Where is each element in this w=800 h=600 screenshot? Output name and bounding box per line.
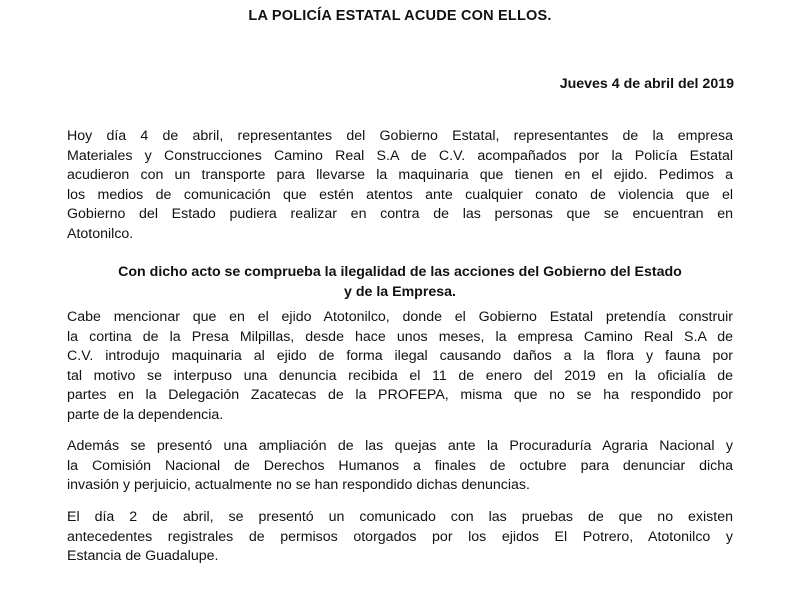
paragraph-line: invasión y perjuicio, actualmente no se han respondido dichas denuncias. bbox=[67, 477, 530, 493]
paragraph-line: la Comisión Nacional de Derechos Humanos a finales de octubre para denunciar dicha bbox=[67, 457, 733, 474]
paragraph-4 bbox=[67, 508, 733, 567]
paragraph-line: Materiales y Construcciones Camino Real S.A de C.V. acompañados por la Policía Estatal bbox=[67, 147, 733, 164]
paragraph-line: Estancia de Guadalupe. bbox=[67, 548, 219, 564]
subheading-line: Con dicho acto se comprueba la ilegalidad de las acciones del Gobierno del Estado bbox=[118, 264, 682, 280]
subheading bbox=[67, 262, 733, 302]
document-date: Jueves 4 de abril del 2019 bbox=[559, 76, 734, 92]
paragraph-line: los medios de comunicación que estén atentos ante cualquier conato de violencia que el bbox=[67, 186, 733, 203]
paragraph-line: la cortina de la Presa Milpillas, desde hace unos meses, la empresa Camino Real S.A de bbox=[67, 328, 733, 345]
paragraph-line: acudieron con un transporte para llevarse la maquinaria que tienen en el ejido. Pedimos a bbox=[67, 167, 733, 183]
paragraph-line: Además se presentó una ampliación de las quejas ante la Procuraduría Agraria Nacional y bbox=[67, 438, 733, 454]
paragraph-line: Cabe mencionar que en el ejido Atotonilco, donde el Gobierno Estatal pretendía construir bbox=[67, 309, 733, 325]
paragraph-3 bbox=[67, 437, 733, 496]
paragraph-line: C.V. introdujo maquinaria al ejido de forma ilegal causando daños a la flora y fauna por bbox=[67, 348, 733, 364]
paragraph-line: tal motivo se interpuso una denuncia recibida el 11 de enero del 2019 en la oficialía de bbox=[67, 367, 733, 384]
paragraph-line: partes en la Delegación Zacatecas de la PROFEPA, misma que no se ha respondido por bbox=[67, 387, 733, 403]
document-title: LA POLICÍA ESTATAL ACUDE CON ELLOS. bbox=[248, 8, 552, 24]
paragraph-line: Atotonilco. bbox=[67, 225, 134, 242]
paragraph-line: Gobierno del Estado pudiera realizar en contra de las personas que se encuentran en bbox=[67, 206, 733, 222]
paragraph-line: El día 2 de abril, se presentó un comunicado con las pruebas de que no existen bbox=[67, 509, 733, 525]
paragraph-line: Hoy día 4 de abril, representantes del Gobierno Estatal, representantes de la empresa bbox=[67, 128, 733, 144]
paragraph-2 bbox=[67, 308, 733, 425]
paragraph-1 bbox=[67, 127, 733, 244]
paragraph-line: parte de la dependencia. bbox=[67, 406, 224, 423]
subheading-line: y de la Empresa. bbox=[344, 284, 456, 300]
paragraph-line: antecedentes registrales de permisos otorgados por los ejidos El Potrero, Atotonilco y bbox=[67, 528, 733, 545]
